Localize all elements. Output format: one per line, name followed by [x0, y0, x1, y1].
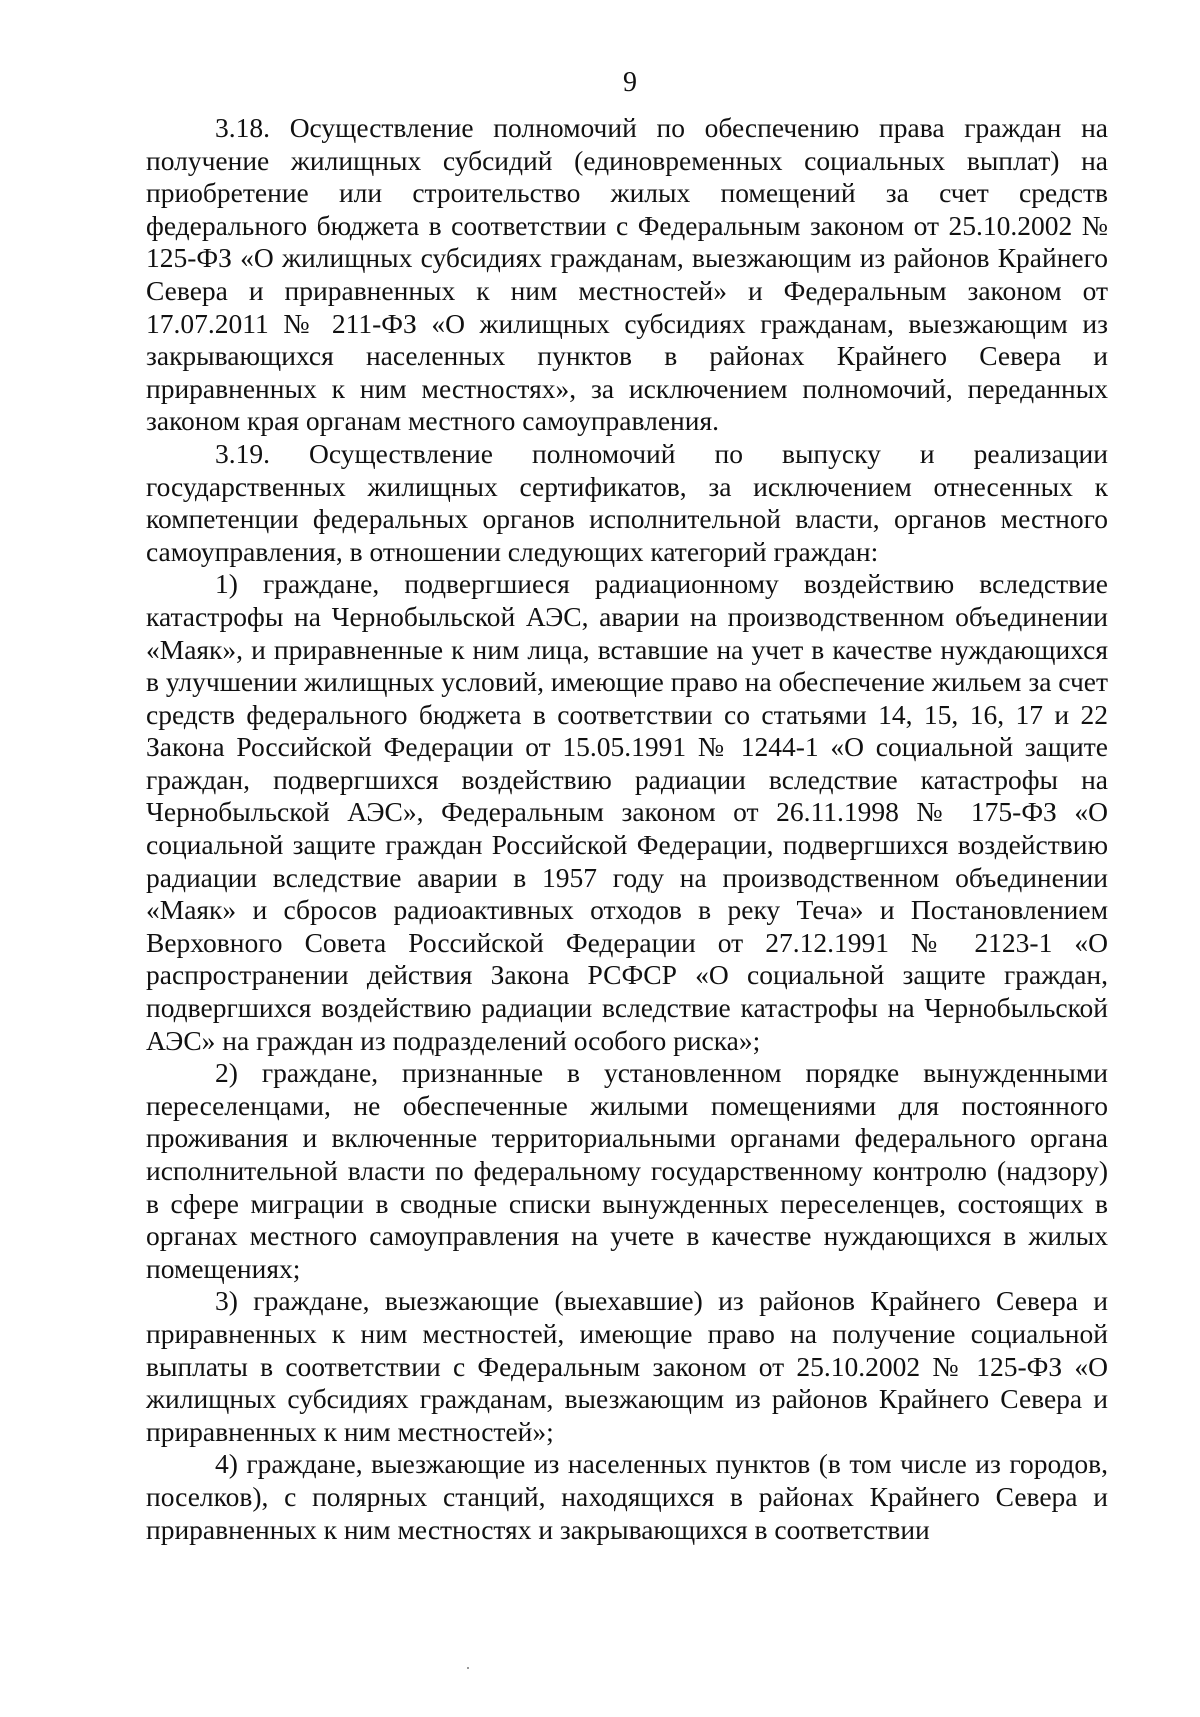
list-item-1: 1) граждане, подвергшиеся радиационному воздействию вследствие катастрофы на Чернобыльской АЭС, аварии на производственном объединении «Маяк», и приравненные к ним лица, вставшие на учет в качестве нуждающихся в улучшении жилищных условий, имеющие право на обеспечение жильем за счет средств федерального бюджета в соответствии со статьями 14, 15, 16, 17 и 22 Закона Российской Федерации от 15.05.1991 № 1244-1 «О социальной защите граждан, подвергшихся воздействию радиации вследствие катастрофы на Чернобыльской АЭС», Федеральным законом от 26.11.1998 № 175-ФЗ «О социальной защите граждан Российской Федерации, подвергшихся воздействию радиации вследствие аварии в 1957 году на производственном объединении «Маяк» и сбросов радиоактивных отходов в реку Теча» и Постановлением Верховного Совета Российской Федерации от 27.12.1991 № 2123-1 «О распространении действия Закона РСФСР «О социальной защите граждан, подвергшихся воздействию радиации вследствие катастрофы на Чернобыльской АЭС» на граждан из подразделений особого риска»; — [146, 568, 1108, 1056]
list-item-4: 4) граждане, выезжающие из населенных пунктов (в том числе из городов, поселков), с полярных станций, находящихся в районах Крайнего Севера и приравненных к ним местностях и закрывающихся в соответствии — [146, 1448, 1108, 1545]
paragraph-3-19: 3.19. Осуществление полномочий по выпуску и реализации государственных жилищных сертификатов, за исключением отнесенных к компетенции федеральных органов исполнительной власти, органов местного самоуправления, в отношении следующих категорий граждан: — [146, 437, 1108, 567]
list-item-3: 3) граждане, выезжающие (выехавшие) из районов Крайнего Севера и приравненных к ним местностей, имеющие право на получение социальной выплаты в соответствии с Федеральным законом от 25.10.2002 № 125-ФЗ «О жилищных субсидиях гражданам, выезжающим из районов Крайнего Севера и приравненных к ним местностей»; — [146, 1285, 1108, 1447]
page-number: 9 — [623, 67, 637, 98]
paragraph-3-18: 3.18. Осуществление полномочий по обеспечению права граждан на получение жилищных субсидий (единовременных социальных выплат) на приобретение или строительство жилых помещений за счет средств федерального бюджета в соответствии с Федеральным законом от 25.10.2002 № 125-ФЗ «О жилищных субсидиях гражданам, выезжающим из районов Крайнего Севера и приравненных к ним местностей» и Федеральным законом от 17.07.2011 № 211-ФЗ «О жилищных субсидиях гражданам, выезжающим из закрывающихся населенных пунктов в районах Крайнего Севера и приравненных к ним местностях», за исключением полномочий, переданных законом края органам местного самоуправления. — [146, 112, 1108, 437]
list-item-2: 2) граждане, признанные в установленном порядке вынужденными переселенцами, не обеспеченные жилыми помещениями для постоянного проживания и включенные территориальными органами федерального органа исполнительной власти по федеральному государственному контролю (надзору) в сфере миграции в сводные списки вынужденных переселенцев, состоящих в органах местного самоуправления на учете в качестве нуждающихся в жилых помещениях; — [146, 1057, 1108, 1284]
document-body — [146, 112, 1108, 1546]
scan-dot — [467, 1667, 469, 1669]
